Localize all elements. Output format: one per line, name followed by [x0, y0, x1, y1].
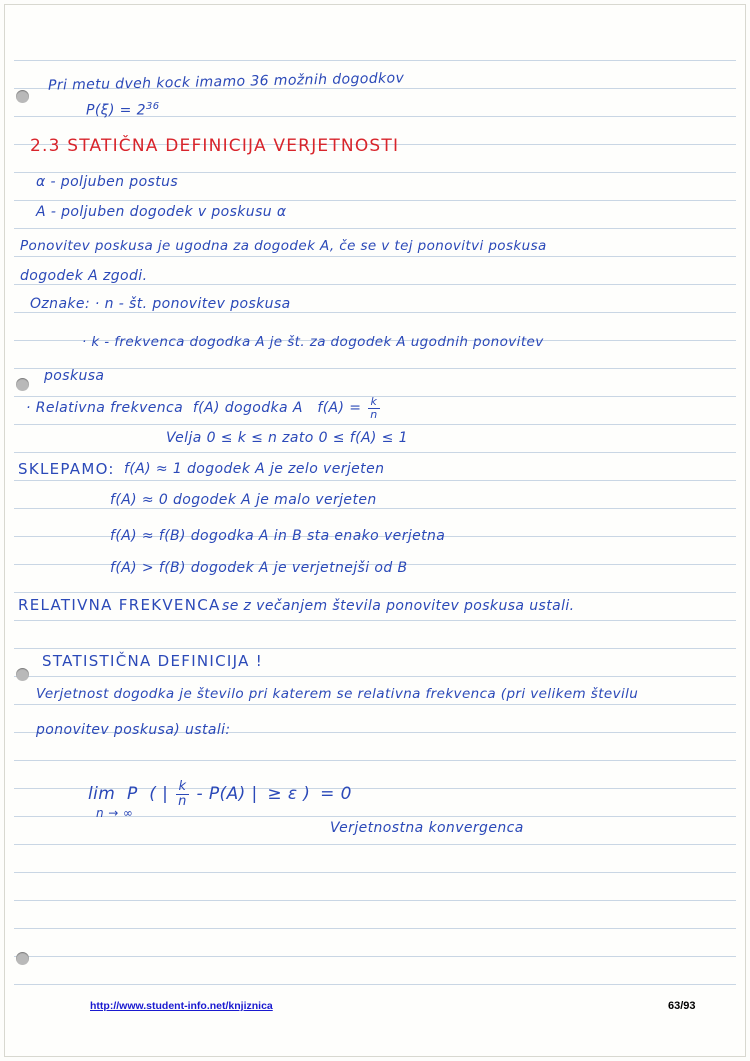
rule-line: [14, 928, 736, 929]
relative-frequency-text: · Relativna frekvenca f(A) dogodka A f(A) =: [26, 400, 362, 417]
punch-hole: [16, 378, 29, 391]
equals-two: ) = 2: [108, 102, 146, 119]
rule-line: [14, 452, 736, 453]
limit-formula: [88, 780, 352, 808]
close-paren: ): [303, 784, 311, 805]
footer-link[interactable]: http://www.student-info.net/knjiznica: [90, 1000, 273, 1012]
rule-line: [14, 228, 736, 229]
epsilon-condition: ≥ ε: [267, 784, 298, 805]
note-event-occurs: dogodek A zgodi.: [20, 268, 148, 284]
rule-line: [14, 872, 736, 873]
rule-line: [14, 648, 736, 649]
rule-line: [14, 844, 736, 845]
rule-line: [14, 284, 736, 285]
minus-pa: - P(A): [196, 784, 246, 805]
rule-line: [14, 172, 736, 173]
note-statistical-definition-label: STATISTIČNA DEFINICIJA !: [42, 652, 264, 670]
rule-line: [14, 480, 736, 481]
note-relative-frequency: [26, 396, 382, 420]
note-convergence-label: Verjetnostna konvergenca: [330, 820, 524, 836]
fraction-k-over-n: $\frac{k}{n}$: [370, 395, 378, 421]
rule-line: [14, 508, 736, 509]
note-notation-k: · k - frekvenca dogodka A je št. za dogodek A ugodnih ponovitev: [82, 334, 544, 350]
xi-symbol: ξ: [100, 102, 109, 119]
rule-line: [14, 256, 736, 257]
open-paren: ( |: [143, 784, 169, 805]
formula-p-xi: P(: [86, 102, 101, 119]
note-line-1: Pri metu dveh kock imamo 36 možnih dogodkov: [47, 70, 405, 94]
section-heading: 2.3 STATIČNA DEFINICIJA VERJETNOSTI: [30, 136, 400, 156]
note-sklepamo-2: f(A) ≈ 0 dogodek A je malo verjeten: [110, 492, 377, 508]
note-relative-frequency-caps: RELATIVNA FREKVENCA: [18, 596, 221, 614]
note-line-2: [86, 101, 159, 119]
note-sklepamo-1: f(A) ≈ 1 dogodek A je zelo verjeten: [124, 461, 385, 477]
rule-line: [14, 200, 736, 201]
rule-line: [14, 424, 736, 425]
fraction-k-over-n-limit: $\frac{k}{n}$: [178, 779, 187, 809]
exponent-36: 36: [145, 101, 160, 112]
lim-symbol: lim: [88, 784, 116, 805]
rule-line: [14, 60, 736, 61]
punch-hole: [16, 90, 29, 103]
note-relative-frequency-rest: se z večanjem števila ponovitev poskusa ustali.: [222, 598, 575, 614]
rule-line: [14, 620, 736, 621]
note-alpha-definition: α - poljuben postus: [36, 174, 179, 190]
rule-line: [14, 900, 736, 901]
rule-line: [14, 704, 736, 705]
note-sklepamo-3: f(A) ≈ f(B) dogodka A in B sta enako verjetna: [110, 528, 446, 544]
page-footer: [0, 1000, 750, 1020]
note-inequality: Velja 0 ≤ k ≤ n zato 0 ≤ f(A) ≤ 1: [166, 430, 408, 446]
note-sklepamo-label: SKLEPAMO:: [18, 460, 115, 478]
rule-line: [14, 592, 736, 593]
rule-line: [14, 984, 736, 985]
equals-zero: = 0: [320, 784, 352, 805]
rule-line: [14, 312, 736, 313]
note-favourable-repetition: Ponovitev poskusa je ugodna za dogodek A, če se v tej ponovitvi poskusa: [20, 238, 547, 254]
note-a-definition: A - poljuben dogodek v poskusu α: [36, 204, 287, 220]
punch-hole: [16, 952, 29, 965]
rule-line: [14, 956, 736, 957]
note-notation-n: Oznake: · n - št. ponovitev poskusa: [30, 296, 291, 312]
punch-hole: [16, 668, 29, 681]
note-poskusa: poskusa: [44, 368, 105, 384]
footer-page-number: 63/93: [668, 1000, 696, 1012]
note-statistical-definition-1: Verjetnost dogodka je število pri katerem se relativna frekvenca (pri velikem številu: [36, 686, 639, 702]
rule-line: [14, 676, 736, 677]
rule-line: [14, 760, 736, 761]
note-sklepamo-4: f(A) > f(B) dogodek A je verjetnejši od B: [110, 560, 408, 576]
abs-close: |: [251, 784, 258, 805]
p-symbol: P: [127, 784, 138, 805]
rule-line: [14, 368, 736, 369]
limit-subscript: n → ∞: [96, 806, 134, 820]
note-statistical-definition-2: ponovitev poskusa) ustali:: [36, 722, 231, 738]
